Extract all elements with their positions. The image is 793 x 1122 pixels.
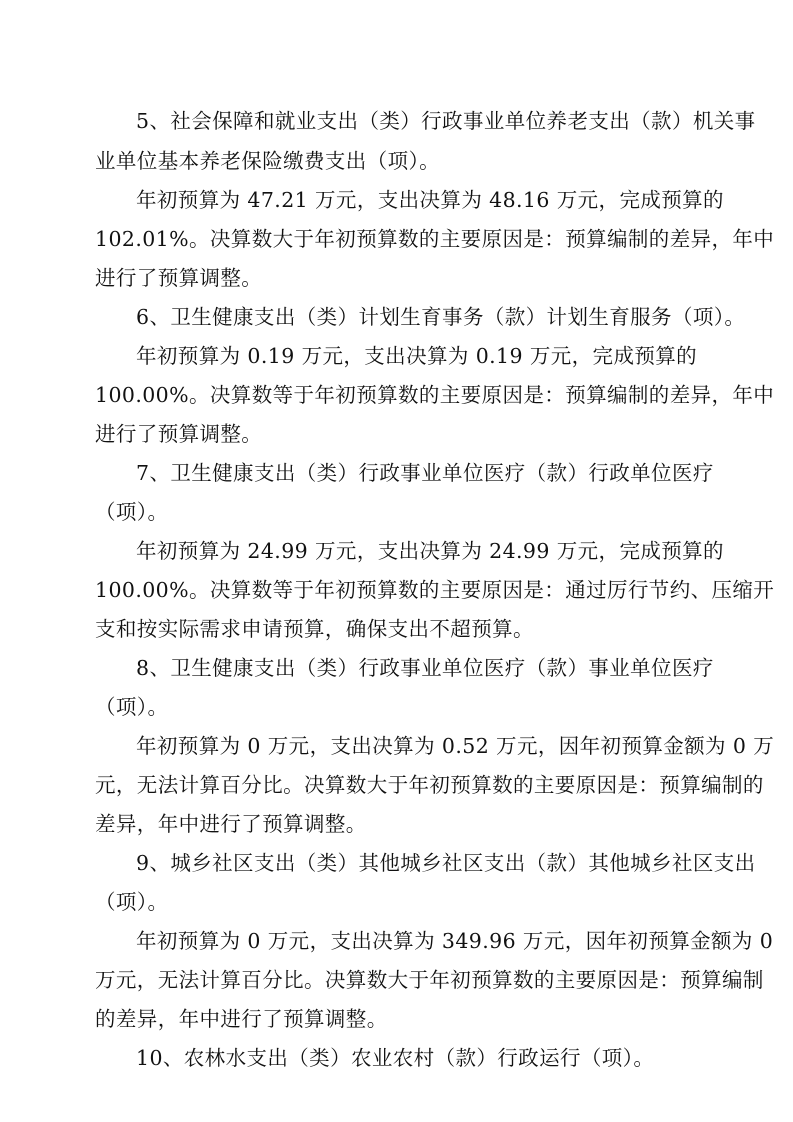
item-8-body: 年初预算为 0 万元，支出决算为 0.52 万元，因年初预算金额为 0 万 [136, 734, 775, 758]
item-7-heading-cont: （项）。 [95, 500, 169, 524]
item-7-body: 年初预算为 24.99 万元，支出决算为 24.99 万元，完成预算的 [136, 539, 724, 563]
item-6-body: 100.00%。决算数等于年初预算数的主要原因是：预算编制的差异，年中 [95, 383, 775, 407]
item-6-body: 进行了预算调整。 [95, 422, 263, 446]
item-8-heading: 8、卫生健康支出（类）行政事业单位医疗（款）事业单位医疗 [136, 656, 714, 680]
item-5-heading-cont: 业单位基本养老保险缴费支出（项）。 [95, 149, 441, 173]
item-8-body: 差异，年中进行了预算调整。 [95, 812, 367, 836]
item-5-body: 年初预算为 47.21 万元，支出决算为 48.16 万元，完成预算的 [136, 188, 724, 212]
item-8-body: 元，无法计算百分比。决算数大于年初预算数的主要原因是：预算编制的 [95, 773, 764, 797]
item-5-body: 进行了预算调整。 [95, 266, 263, 290]
item-9-heading: 9、城乡社区支出（类）其他城乡社区支出（款）其他城乡社区支出 [136, 851, 756, 875]
item-6-body: 年初预算为 0.19 万元，支出决算为 0.19 万元，完成预算的 [136, 344, 698, 368]
item-9-body: 万元，无法计算百分比。决算数大于年初预算数的主要原因是：预算编制 [95, 968, 764, 992]
item-7-heading: 7、卫生健康支出（类）行政事业单位医疗（款）行政单位医疗 [136, 461, 714, 485]
item-5-heading: 5、社会保障和就业支出（类）行政事业单位养老支出（款）机关事 [136, 109, 756, 133]
item-9-body: 的差异，年中进行了预算调整。 [95, 1007, 388, 1031]
item-9-body: 年初预算为 0 万元，支出决算为 349.96 万元，因年初预算金额为 0 [136, 929, 774, 953]
item-6-heading: 6、卫生健康支出（类）计划生育事务（款）计划生育服务（项）。 [136, 305, 746, 329]
item-5-body: 102.01%。决算数大于年初预算数的主要原因是：预算编制的差异，年中 [95, 227, 775, 251]
item-9-heading-cont: （项）。 [95, 890, 169, 914]
item-10-heading: 10、农林水支出（类）农业农村（款）行政运行（项）。 [136, 1046, 655, 1070]
item-8-heading-cont: （项）。 [95, 695, 169, 719]
item-7-body: 100.00%。决算数等于年初预算数的主要原因是：通过厉行节约、压缩开 [95, 578, 775, 602]
item-7-body: 支和按实际需求申请预算，确保支出不超预算。 [95, 617, 534, 641]
